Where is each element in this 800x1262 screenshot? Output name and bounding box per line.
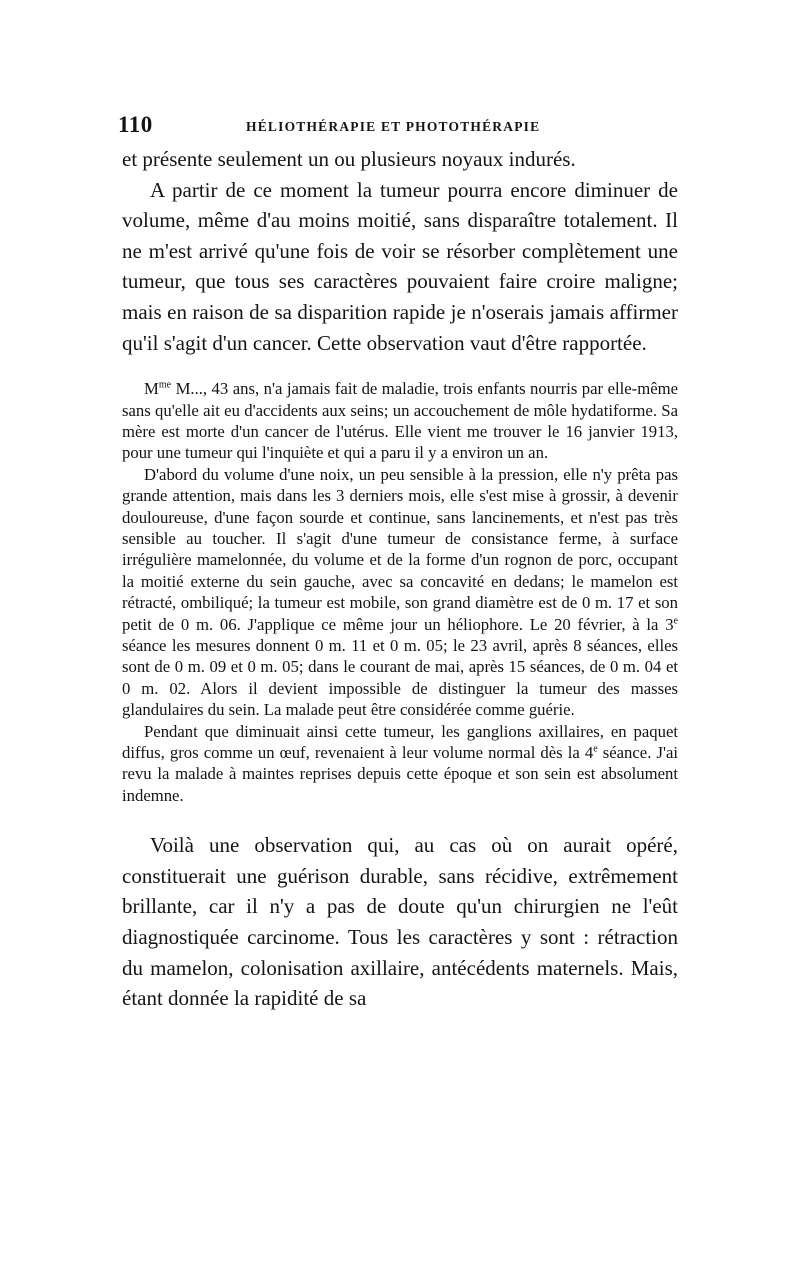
case-ganglions-paragraph	[122, 721, 678, 807]
case-intro-paragraph	[122, 378, 678, 464]
paragraph-tumor-regression: A partir de ce moment la tumeur pourra encore diminuer de volume, même d'au moins moitié, sans disparaître totalement. Il ne m'est arrivé qu'une fois de voir se résorber complètement une tumeur, que tous ses caractères pouvaient faire croire maligne; mais en raison de sa disparition rapide je n'oserais jamais affirmer qu'il s'agit d'un cancer. Cette observation vaut d'être rapportée.	[122, 177, 678, 355]
conclusion-text	[122, 830, 678, 1014]
case-ganglions-text-a: Pendant que diminuait ainsi cette tumeur, les ganglions axillaires, en paquet diffus, gros comme un œuf, revenaient à leur volume normal dès la 4	[122, 721, 678, 763]
page-header	[118, 112, 678, 144]
book-page	[118, 112, 678, 1014]
case-intro-text: M..., 43 ans, n'a jamais fait de maladie, trois enfants nourris par elle-même sans qu'elle ait eu d'accidents aux seins; un accouchement de môle hydatiforme. Sa mère est morte d'un cancer de l'utérus. Elle vient me trouver le 16 janvier 1913, pour une tumeur qui l'inquiète et qui a paru il y a environ un an.	[122, 379, 678, 463]
case-history-sup: e	[673, 615, 678, 627]
case-ganglions-sup: e	[593, 743, 598, 755]
paragraph-continuation: et présente seulement un ou plusieurs noyaux indurés.	[122, 147, 576, 171]
case-title-prefix: M	[144, 379, 159, 399]
running-title: HÉLIOTHÉRAPIE ET PHOTOTHÉRAPIE	[246, 119, 541, 134]
case-title-sup: me	[158, 379, 172, 391]
case-ganglions-text-b: séance. J'ai revu la malade à maintes reprises depuis cette époque et son sein est absolument indemne.	[122, 743, 678, 805]
case-history-text-a: D'abord du volume d'une noix, un peu sensible à la pression, elle n'y prêta pas grande attention, mais dans les 3 derniers mois, elle s'est mise à grossir, à devenir douloureuse, d'une façon sourde et continue, sans lancinements, et n'est pas très sensible au toucher. Il s'agit d'une tumeur de consistance ferme, à surface irrégulière mamelonnée, du volume et de la forme d'un rognon de porc, occupant la moitié externe du sein gauche, avec sa concavité en dedans; le mamelon est rétracté, ombiliqué; la tumeur est mobile, son grand diamètre est de 0 m. 17 et son petit de 0 m. 06. J'applique ce même jour un héliophore. Le 20 février, à la 3	[122, 464, 678, 634]
case-history-text-b: séance les mesures donnent 0 m. 11 et 0 m. 05; le 23 avril, après 8 séances, elles sont de 0 m. 09 et 0 m. 05; dans le courant de mai, après 15 séances, de 0 m. 04 et 0 m. 02. Alors il devient impossible de distinguer la tumeur des masses glandulaires du sein. La malade peut être considérée comme guérie.	[122, 636, 678, 720]
case-history-paragraph	[122, 464, 678, 721]
main-text	[122, 144, 678, 358]
paragraph-conclusion: Voilà une observation qui, au cas où on aurait opéré, constituerait une guérison durable, sans récidive, extrêmement brillante, car il n'y a pas de doute qu'un chirurgien ne l'eût diagnostiquée carcinome. Tous les caractères y sont : rétraction du mamelon, colonisation axillaire, antécédents maternels. Mais, étant donnée la rapidité de sa	[122, 833, 678, 1011]
case-observation	[122, 378, 678, 806]
page-number: 110	[118, 112, 153, 137]
